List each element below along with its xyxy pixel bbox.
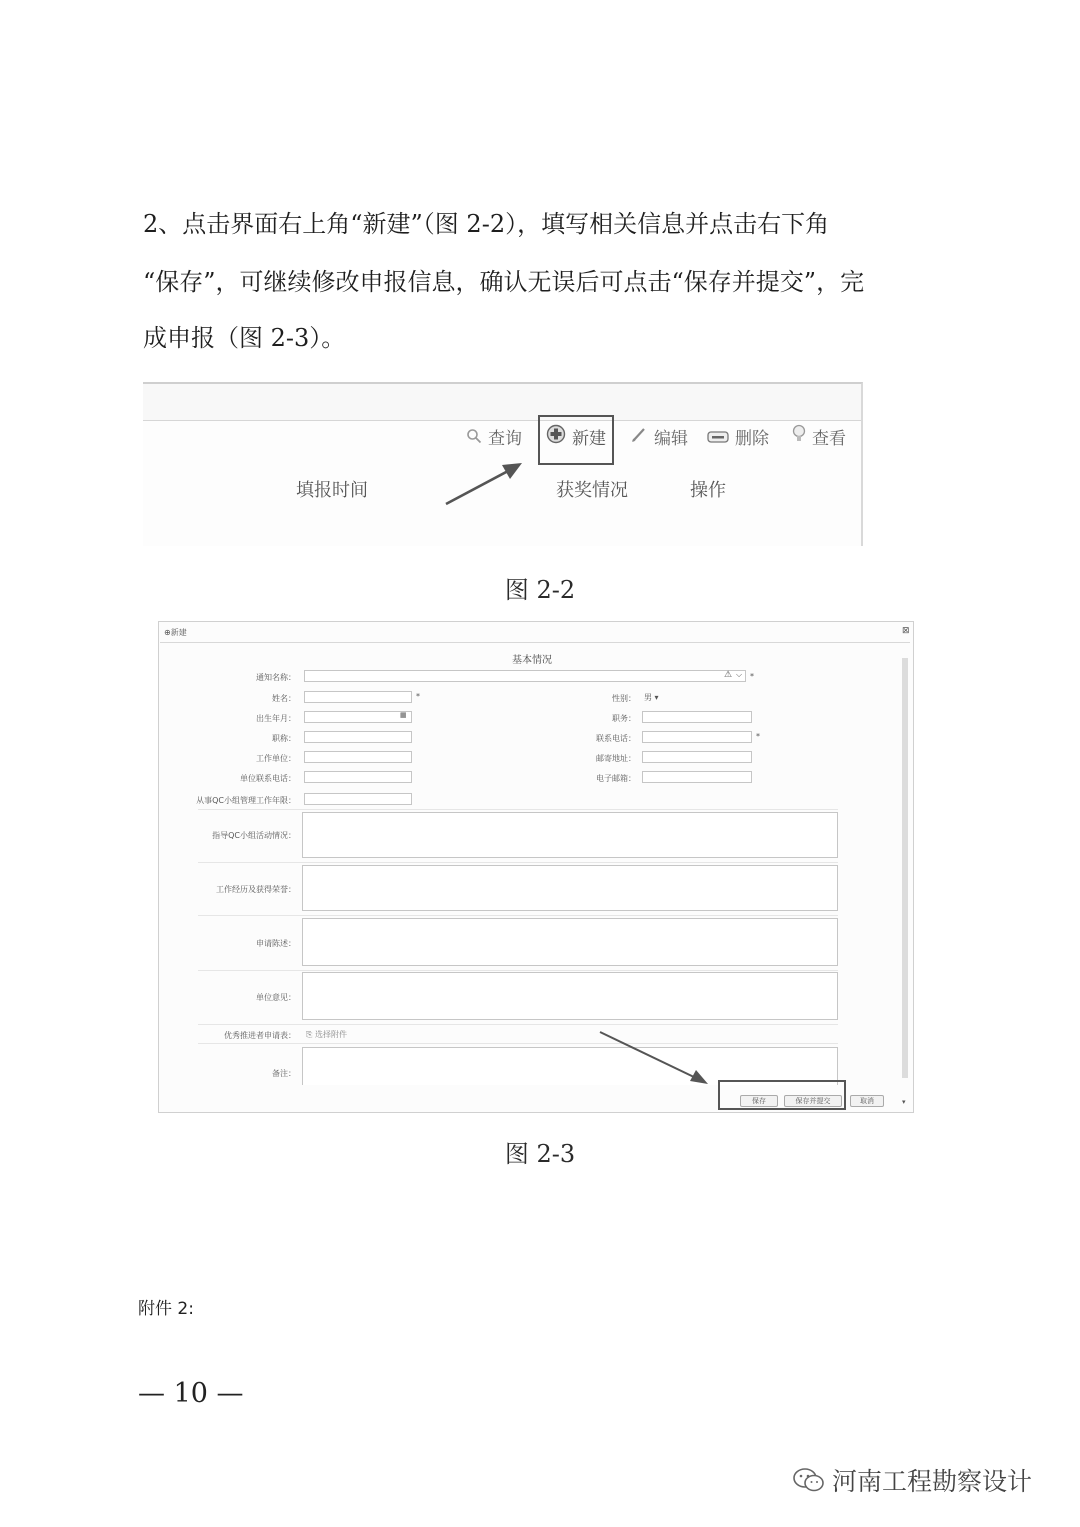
page-number: — 10 — — [138, 1378, 244, 1409]
label-title: 职称： — [272, 734, 296, 743]
label-gender: 性别： — [612, 694, 636, 703]
title-input[interactable] — [304, 731, 412, 743]
select-attachment-button[interactable]: ⎘ 选择附件 — [306, 1030, 347, 1039]
column-award: 获奖情况 — [556, 480, 628, 501]
save-buttons-highlight — [718, 1080, 846, 1110]
label-name: 姓名： — [272, 694, 296, 703]
label-phone: 联系电话： — [596, 734, 636, 743]
post-input[interactable] — [642, 711, 752, 723]
save-button[interactable]: 保存 — [740, 1095, 778, 1107]
row-divider — [198, 915, 838, 916]
wechat-icon — [792, 1466, 826, 1500]
row-divider — [198, 1024, 838, 1025]
edit-button[interactable] — [630, 424, 688, 449]
row-divider — [198, 809, 838, 810]
new-button-highlight — [538, 415, 614, 465]
section-title: 基本情况 — [512, 655, 552, 666]
arrow-to-save-icon — [596, 1028, 714, 1088]
unit-phone-input[interactable] — [304, 771, 412, 783]
unit-opinion-textarea[interactable] — [302, 972, 838, 1020]
label-address: 邮寄地址： — [596, 754, 636, 763]
edit-label: 编辑 — [654, 429, 688, 449]
label-qc-years: 从事QC小组管理工作年限： — [196, 796, 296, 805]
address-input[interactable] — [642, 751, 752, 763]
scrollbar[interactable] — [902, 658, 908, 1078]
row-divider — [198, 970, 838, 971]
name-input[interactable] — [304, 691, 412, 703]
label-attachment: 优秀推进者申请表： — [224, 1031, 296, 1040]
calendar-icon[interactable]: ▦ — [400, 711, 407, 719]
column-action: 操作 — [690, 480, 726, 501]
new-label: 新建 — [572, 429, 606, 449]
cancel-button[interactable]: 取消 — [850, 1095, 884, 1107]
paragraph-line-1: 2、点击界面右上角“新建”（图 2-2），填写相关信息并点击右下角 — [143, 210, 830, 238]
paragraph-line-3: 成申报（图 2-3）。 — [143, 324, 346, 352]
label-guidance: 指导QC小组活动情况： — [212, 831, 296, 840]
birth-date-input[interactable] — [304, 711, 412, 723]
paragraph-line-2: “保存”，可继续修改申报信息，确认无误后可点击“保存并提交”，完 — [143, 268, 865, 296]
save-submit-button[interactable]: 保存并提交 — [784, 1095, 842, 1107]
paperclip-icon: ⎘ — [306, 1030, 313, 1039]
label-declare: 申请陈述： — [256, 939, 296, 948]
window-title: ⊕新建 — [164, 628, 187, 637]
pencil-icon — [630, 426, 648, 449]
work-experience-textarea[interactable] — [302, 865, 838, 911]
delete-button[interactable] — [707, 424, 769, 449]
view-label: 查看 — [812, 429, 846, 449]
declare-textarea[interactable] — [302, 918, 838, 966]
label-notice-name: 通知名称： — [256, 673, 296, 682]
label-work-unit: 工作单位： — [256, 754, 296, 763]
attachment-label: 附件 2: — [138, 1299, 194, 1319]
new-window-icon: ⊕ — [164, 628, 171, 637]
bulb-icon — [792, 424, 806, 449]
row-divider — [198, 1043, 838, 1044]
label-unit-phone: 单位联系电话： — [240, 774, 296, 783]
watermark — [792, 1462, 1032, 1500]
label-unit-opinion: 单位意见： — [256, 993, 296, 1002]
column-fill-time: 填报时间 — [296, 480, 368, 501]
query-label: 查询 — [488, 429, 522, 449]
label-work-experience: 工作经历及获得荣誉： — [216, 885, 296, 894]
gender-select[interactable]: 男 ▾ — [644, 693, 659, 702]
search-icon — [466, 428, 482, 449]
label-remarks: 备注： — [272, 1069, 296, 1078]
caption-2-3: 图 2-3 — [504, 1140, 576, 1168]
required-mark: * — [756, 732, 760, 741]
arrow-to-new-icon — [440, 458, 530, 510]
qc-years-input[interactable] — [304, 793, 412, 805]
label-email: 电子邮箱： — [596, 774, 636, 783]
label-post: 职务： — [612, 714, 636, 723]
warning-icon: ⚠ — [724, 670, 733, 680]
caption-2-2: 图 2-2 — [504, 576, 576, 604]
view-button[interactable] — [792, 424, 846, 449]
required-mark: * — [416, 692, 420, 701]
toolbar-band — [143, 384, 861, 421]
chevron-down-icon[interactable]: ⌵ — [736, 670, 743, 679]
title-divider — [160, 642, 910, 643]
delete-label: 删除 — [735, 429, 769, 449]
email-input[interactable] — [642, 771, 752, 783]
required-mark: * — [750, 672, 754, 681]
notice-name-select[interactable] — [304, 670, 746, 682]
watermark-text: 河南工程勘察设计 — [832, 1467, 1033, 1496]
close-icon[interactable]: ⊠ — [902, 626, 910, 636]
minus-icon — [707, 429, 729, 449]
guidance-textarea[interactable] — [302, 812, 838, 858]
query-button[interactable] — [466, 424, 522, 449]
row-divider — [198, 862, 838, 863]
work-unit-input[interactable] — [304, 751, 412, 763]
phone-input[interactable] — [642, 731, 752, 743]
label-birth: 出生年月： — [256, 714, 296, 723]
scroll-down-icon[interactable]: ▾ — [902, 1098, 906, 1106]
